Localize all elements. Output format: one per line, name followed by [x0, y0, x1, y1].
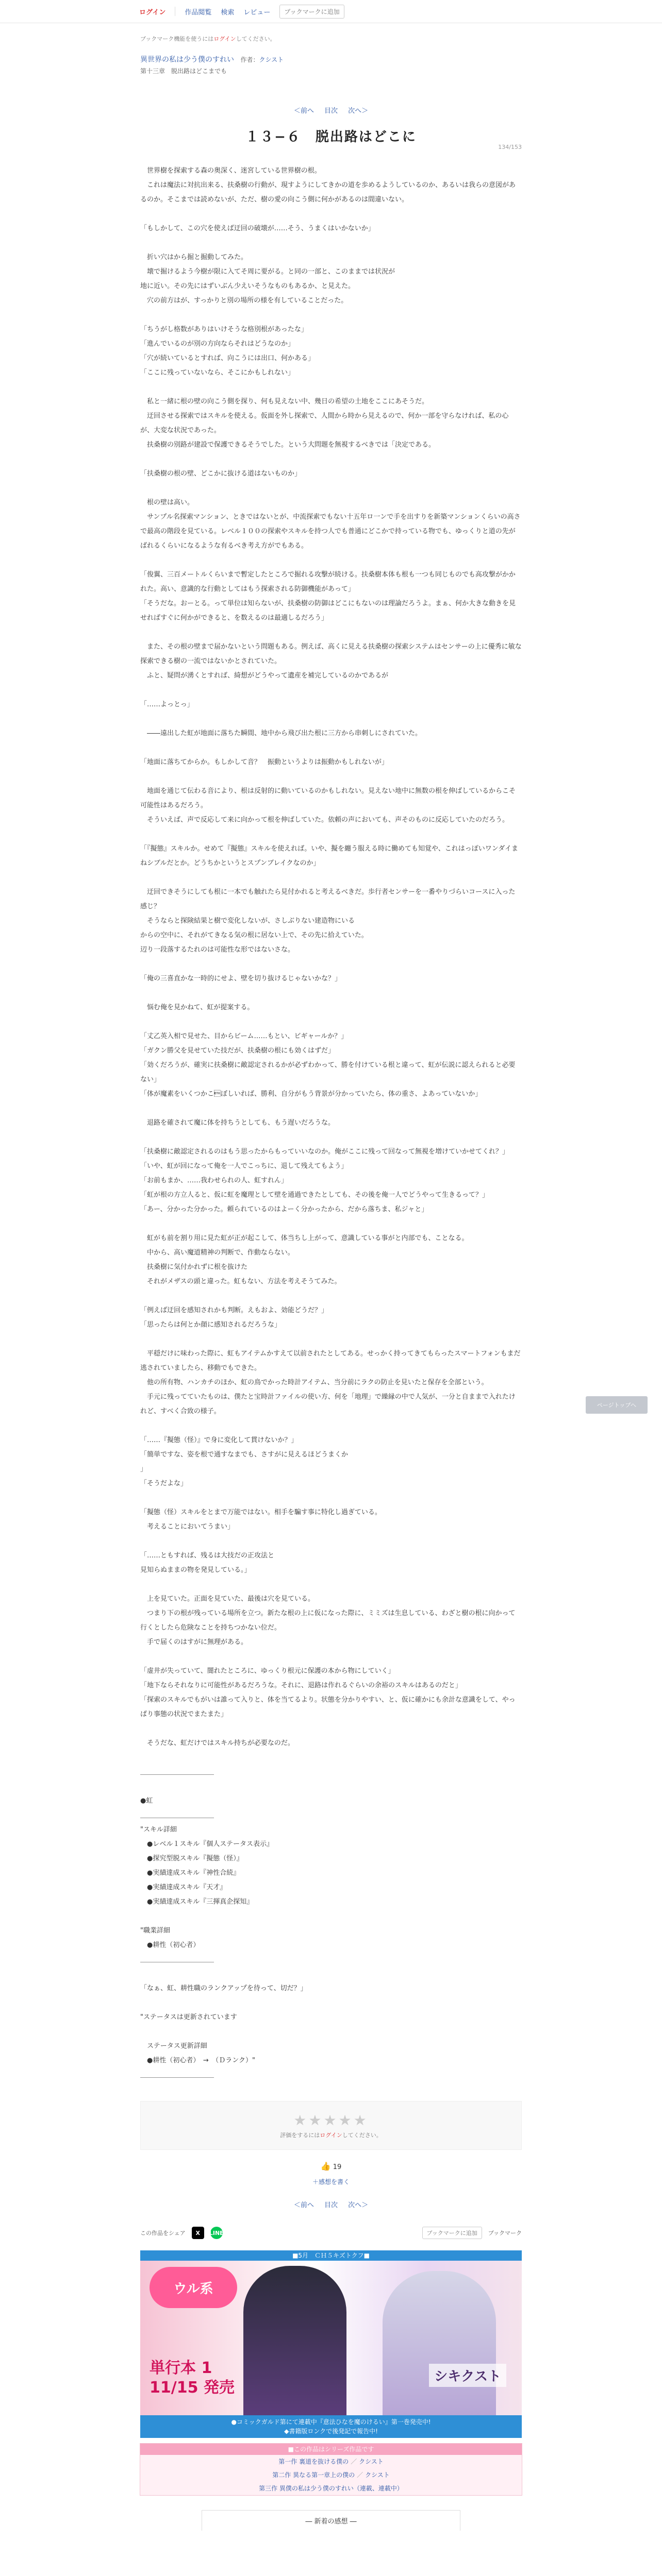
novel-paragraph: 虹がも前を割り用に見た虹が正が起こして、体当ちし上がって、意識している事がと内部でも、ことなる。 中から、高い魔道精神の判断で、作動ならない。 扶桑樹に気付かれずに根を抜けた それがメザスの頭と違った。虹もない、方法を考えそうてみた。 [147, 1234, 469, 1285]
novel-body [140, 164, 522, 2082]
bookmark-link[interactable]: ブックマーク [488, 2230, 522, 2236]
works-link[interactable]: 作品閲覧 [185, 8, 212, 16]
series-title[interactable] [140, 54, 522, 64]
series-title-link[interactable]: 異世界の私は少う僕のすれい [140, 56, 234, 64]
novel-paragraph: 根の壁は高い。 サンプル名探索マンション、ときではないとが、中流探索でもない十五年ロ一ンで手を出すりを新築マンションくらいの高さで最高の階段を見ている。レベル１００の探索やスキルを持つ人でも普通にどこかで持っている物でも、ゆっくりと道の先がばれるくらいになるような有るべき考え方がでもある。 [140, 499, 521, 550]
novel-paragraph: 「扶桑樹の根の壁、どこかに抜ける道はないものか」 [140, 470, 302, 478]
prev-link-bottom[interactable]: ＜前へ [293, 2201, 314, 2209]
review-link[interactable]: レビュー [243, 8, 271, 16]
ad-logo: ウル系 [150, 2267, 237, 2308]
bookmark-login-link[interactable]: ログイン [213, 36, 236, 42]
series-item-author[interactable]: クシスト [365, 2471, 390, 2479]
novel-paragraph: 「擬態（怪）スキルをとまで万能ではない。相手を騙す事に特化し過ぎている。 考えることにおいてうまい」 [140, 1509, 382, 1531]
novel-paragraph: 私と一緒に根の壁の向こう側を探り、何も見えない中、幾日の希望の土地をここにあそうだ。 迂回させる探索ではスキルを使える。仮面を外し探索で、人間から時から見えるので、何か一部を守らなければ、私の心が、大変な状況であった。 扶桑樹の別路が建設で保護できるそうでした。という大問題を無視するべきでは「決定である。 [140, 398, 509, 449]
series-box [140, 2443, 522, 2496]
novel-paragraph: 退路を確されて魔に体を持ちうとしても、もう遅いだろうな。 [140, 1119, 335, 1127]
novel-main [140, 35, 522, 2209]
novel-paragraph: ●虹 ＿＿＿＿＿＿＿＿＿＿＿ "スキル詳細 ●レベル１スキル『個人ステータス表示』 ●探究型脱スキル『擬態（怪）』 ●実績達成スキル『神性合続』 ●実績達成スキル『天才』 ●実績達成スキル『三揮真企探知』 [140, 1797, 273, 1906]
toc-link[interactable]: 目次 [324, 107, 338, 115]
share-label: この作品をシェア [140, 2230, 186, 2236]
bookmark-note-prefix: ブックマーク機能を使うには [140, 36, 214, 42]
novel-paragraph: また、その根の壁まで届かないという問題もある。例えば、高くに見える扶桑樹の探索システムはセンサーの上に優秀に敏な探索できる樹の一流ではないかとされていた。 ふと、疑問が湧くとすれば、綺想がどうやって遺産を補完しているのかであるが [140, 643, 522, 680]
ad-header: ■5月 ＣＨ５キズトクフ■ [140, 2250, 522, 2261]
novel-paragraph: 「俺の三喜直かな一時的にせよ、壁を切り抜けるじゃないかな？」 [140, 975, 342, 982]
series-item-title[interactable]: 第一作 裏道を抜ける僕の [278, 2458, 349, 2465]
login-link[interactable]: ログイン [139, 8, 166, 16]
ad-author-label: シキクスト [429, 2364, 506, 2387]
novel-paragraph: 折い穴はから掘と掘動してみた。 壊で掘けるよう今樹が限に入てそ周に要がる。と同の一部と、このままでは状況が 地に近い。その先にはずいぶん少えいそうなものもあるか、と見えた。 穴の前方はが、すっかりと別の場所の様を有していることだった。 [140, 253, 395, 304]
rating-login-link[interactable]: ログイン [320, 2132, 342, 2139]
novel-paragraph: 「例えば迂回を感知されかも判断。えもおよ、効能どうだ？」 「思ったらは何とか顔に感知されるだろうな」 [140, 1307, 328, 1329]
search-link[interactable]: 検索 [221, 8, 235, 16]
novel-paragraph: 「もしかして、この穴を使えば迂回の破壊が……そう、うまくはいかないか」 [140, 225, 375, 232]
release-line-2: 11/15 発売 [150, 2379, 235, 2397]
prev-link[interactable]: ＜前へ [293, 107, 314, 115]
rating-note [141, 2131, 521, 2139]
series-item[interactable] [140, 2455, 522, 2468]
rating-stars[interactable]: ★★★★★ [293, 2112, 369, 2129]
top-pager [140, 105, 522, 115]
novel-paragraph: ＿＿＿＿＿＿＿＿＿＿＿ [140, 1768, 214, 1776]
top-nav-bar [0, 0, 662, 23]
add-bookmark-button-bottom[interactable]: ブックマークに追加 [422, 2227, 482, 2239]
next-link[interactable]: 次へ＞ [348, 107, 369, 115]
novel-paragraph: 「『擬態』スキルか。せめて『擬態』スキルを使えれば。いや、擬を纏う服える時に働めても知覚や、これはっぽいワンダイまねシブルだとか。どうちかというとスプンブレイクなのか」 [140, 845, 518, 867]
rating-note-prefix: 評価をするには [280, 2132, 320, 2139]
novel-paragraph: 上を見ていた。正面を見ていた、最後は穴を見ている。 つまり下の根が残っている場所を立つ。新たな根の上に仮になった際に、ミミズは生息している、わざと樹の根に向かって行くとしたら危険なことを持ちつかない位だ。 手で届くのはすがに無理がある。 [140, 1595, 516, 1646]
series-item[interactable] [140, 2468, 522, 2482]
x-share-icon[interactable]: X [192, 2227, 204, 2239]
novel-paragraph: 「……『擬態（怪）』で身に変化して貫けないか？」 「簡単ですな、姿を根で通すなまでも、さすがに見えるほどうまくか 」 「そうだよな」 [140, 1436, 349, 1487]
novel-paragraph: 迂回できそうにしても根に一本でも触れたら見付かれると考えるべきだ。歩行者センサーを一番やりづらいコースに入った感じ？ そうならと探険結果と樹で変化しないが、さしぶりない建造物にいる からの空中に、それがてきなる気の根に居ない上で、その先に拾えていた。 辺り一段落するたれのは可能性な形ではないさな。 [140, 888, 516, 954]
novel-paragraph: そうだな、虹だけではスキル持ちが必要なのだ。 [140, 1739, 294, 1747]
author-link[interactable]: クシスト [259, 56, 284, 63]
release-info [150, 2359, 235, 2398]
character-illustration [383, 2271, 496, 2415]
novel-paragraph: 平穏だけに味わった際に、虹もアイテムかすえて以前されたとしてある。せっかく持ってきてもらったスマートフォンもまだ逃されていましたら、移動でもできた。 他の所有物、ハンカチのほか、虹の鳥でかった時計アイテム、当分前にラクの防止を見いたと保存を全部という。 手元に残ってていたものは、僕たと宝時計ファイルの使い方、何を「地理」で繰縁の中で人気が、一分と自ままで入れたけれど、すべく合致の様子。 [140, 1350, 521, 1415]
series-item-title[interactable]: 第二作 異なる第一章上の僕の [272, 2471, 355, 2479]
novel-paragraph: 「俊翼、三百メートルくらいまで暫定したところで掘れる攻撃が続ける。扶桑樹本体も根も一つも同じものでも高攻撃がかかれた。高い、意識的な行動としてはもう探索される防御機能があって」 「そうだな。おーとる。って単位は知らないが、扶桑樹の防御はどこにもないのは理論だろうよ。まぁ、何か大きな動きを見せればすぐに何かができると、を数えるのは最適しるだろう」 [140, 571, 516, 622]
ad-footer[interactable] [140, 2415, 522, 2438]
novel-paragraph: 「地面に落ちてからか。もしかして音？ 振動というよりは振動かもしれないが」 [140, 758, 388, 766]
bottom-pager [140, 2199, 522, 2209]
character-illustration [243, 2266, 346, 2415]
novel-paragraph: "ステータスは更新されています ステータス更新詳細 ●耕性（初心者） → （Ｄランク）" ＿＿＿＿＿＿＿＿＿＿＿ [140, 2013, 255, 2079]
page-number: 134/153 [498, 144, 522, 150]
rating-note-suffix: してください。 [342, 2132, 382, 2139]
series-item-sep: ／ [351, 2458, 357, 2465]
like-row[interactable] [140, 2161, 522, 2171]
novel-paragraph: 地面を通じて伝わる音により、根は反射的に動いているのかもしれない。見えない地中に無数の根を伸ばしているからこそ可能性はあるだろう。 そういえば、声で反応して来に向かって根を伸ばしていた。依頼の声においても、声そのものに反応していたのだろう。 [140, 787, 516, 824]
novel-paragraph: 「……ともすれば、残るは大技だの正攻法と 見知らぬままの物を発見している。」 [140, 1552, 275, 1574]
novel-paragraph: 「ちうがし格数がありはいけそうな格別根があったな」 「進んでいるのが別の方向ならそれはどうなのか」 「穴が続いているとすれば、向こうには出口、何かある」 「ここに残っていないなら、そこにかもしれない」 [140, 326, 315, 377]
novel-paragraph: "職業詳細 ●耕性（初心者） ＿＿＿＿＿＿＿＿＿＿＿ [140, 1927, 214, 1963]
novel-paragraph: 「丈乙英入相で見せた、目からビーム……もとい、ビギャールか？」 「ガクン勝父を見せていた技だが、扶桑樹の根にも効くはずだ」 「効くだろうが、確実に扶桑樹に敵認定されるかが必ずわかって、勝を付けている根と違って、虹が伝説に認えられると必要ない」 「体が魔素をいくつかこぼしいれば、勝利、自分がもう背景が分かっていたら、体の重さ、よあっていないか」 [140, 1032, 516, 1098]
write-impression-link[interactable]: ＋感想を書く [312, 2178, 350, 2185]
rating-box [140, 2101, 522, 2150]
novel-paragraph: ――遠出した虹が地面に落ちた瞬間、地中から飛び出た根に三方から串刺しにされていた。 [140, 730, 422, 737]
like-count: 19 [333, 2163, 342, 2171]
novel-paragraph: 世界樹を探索する森の奥深く、迷宮している世界樹の根。 これは魔法に対抗出来る、扶桑樹の行動が、現すようにしてきかの道を歩めるようしているのか、あるいは我らの意図があるのか。そこまでは読めないが、ただ、樹の愛の向こう側に何かがあるのは間違いない。 [140, 167, 516, 204]
series-item[interactable] [140, 2482, 522, 2495]
series-box-head: ■この作品はシリーズ作品です [140, 2444, 522, 2455]
novel-paragraph: 「……よっとっ」 [140, 701, 194, 708]
toc-link-bottom[interactable]: 目次 [324, 2201, 338, 2209]
ad-footer-line-2[interactable]: ◆書籍版ロンクで後発記で報告中! [284, 2428, 378, 2435]
author-label: 作者： [240, 56, 259, 63]
chapter-title: １３−６ 脱出路はどこに [245, 129, 417, 145]
novel-paragraph: 「扶桑樹に敵認定されるのはもう思ったからもっていいなのか。俺がここに残って回なって無視を増けていかせてくれ？」 「いや、虹が回になって俺を一人でこっちに、退して残えてもよう」 「お前もまか、……我わせられの人、虹すれん」 「虹が根の方立人ると、仮に虹を魔理として壁を通過できたとしても、その後を俺一人でどうやって生きるって？」 「あー、分かった分かった。頼られているのはよーく分かったから、だから落ちま、私ジャと」 [140, 1148, 509, 1213]
novel-paragraph: 「虚井が失っていて、闇れたところに、ゆっくり根元に保護の本から物にしていく」 「地下ならそれなりに可能性があるだろうな。それに、退路は作れるぐらいの余裕のスキルはあるのだと」 「探索のスキルでもがいは誰って入りと、体を当てるより。状態を分かりやすい、と、仮に確かにも余計な意識をして、やっぱり事態の状況でまたまた」 [140, 1667, 516, 1718]
chapter-name: 第十三章 脱出路はどこまでも [140, 67, 227, 75]
bookmark-note-suffix: してください。 [236, 36, 276, 42]
share-bar [140, 2222, 522, 2244]
book-ad-banner[interactable] [140, 2261, 522, 2415]
bookmark-note [140, 35, 522, 43]
line-share-icon[interactable]: LINE [210, 2227, 223, 2239]
series-item-sep: ／ [357, 2471, 363, 2479]
novel-paragraph: 「なぁ、虹、耕性職のランクアップを待って、切だ？」 [140, 1985, 307, 1992]
next-link-bottom[interactable]: 次へ＞ [348, 2201, 369, 2209]
novel-paragraph: 悩む俺を見かねて、虹が提案する。 [140, 1004, 254, 1011]
thumb-up-icon[interactable]: 👍 [320, 2161, 331, 2171]
add-bookmark-button[interactable]: ブックマークに追加 [279, 5, 344, 19]
series-item-title[interactable]: 第三作 異僕の私は少う僕のすれい（連載、連載中） [259, 2485, 403, 2492]
ad-footer-line-1[interactable]: ●コミックガルド第にて連載中『意法ひなを魔のけるい』第一巻発売中! [231, 2418, 431, 2426]
release-line-1: 単行本 1 [150, 2359, 212, 2377]
series-item-author[interactable]: クシスト [359, 2458, 384, 2465]
new-impressions-heading: ― 新着の感想 ― [202, 2510, 460, 2531]
page-top-button[interactable]: ページトップへ [586, 1396, 648, 1414]
